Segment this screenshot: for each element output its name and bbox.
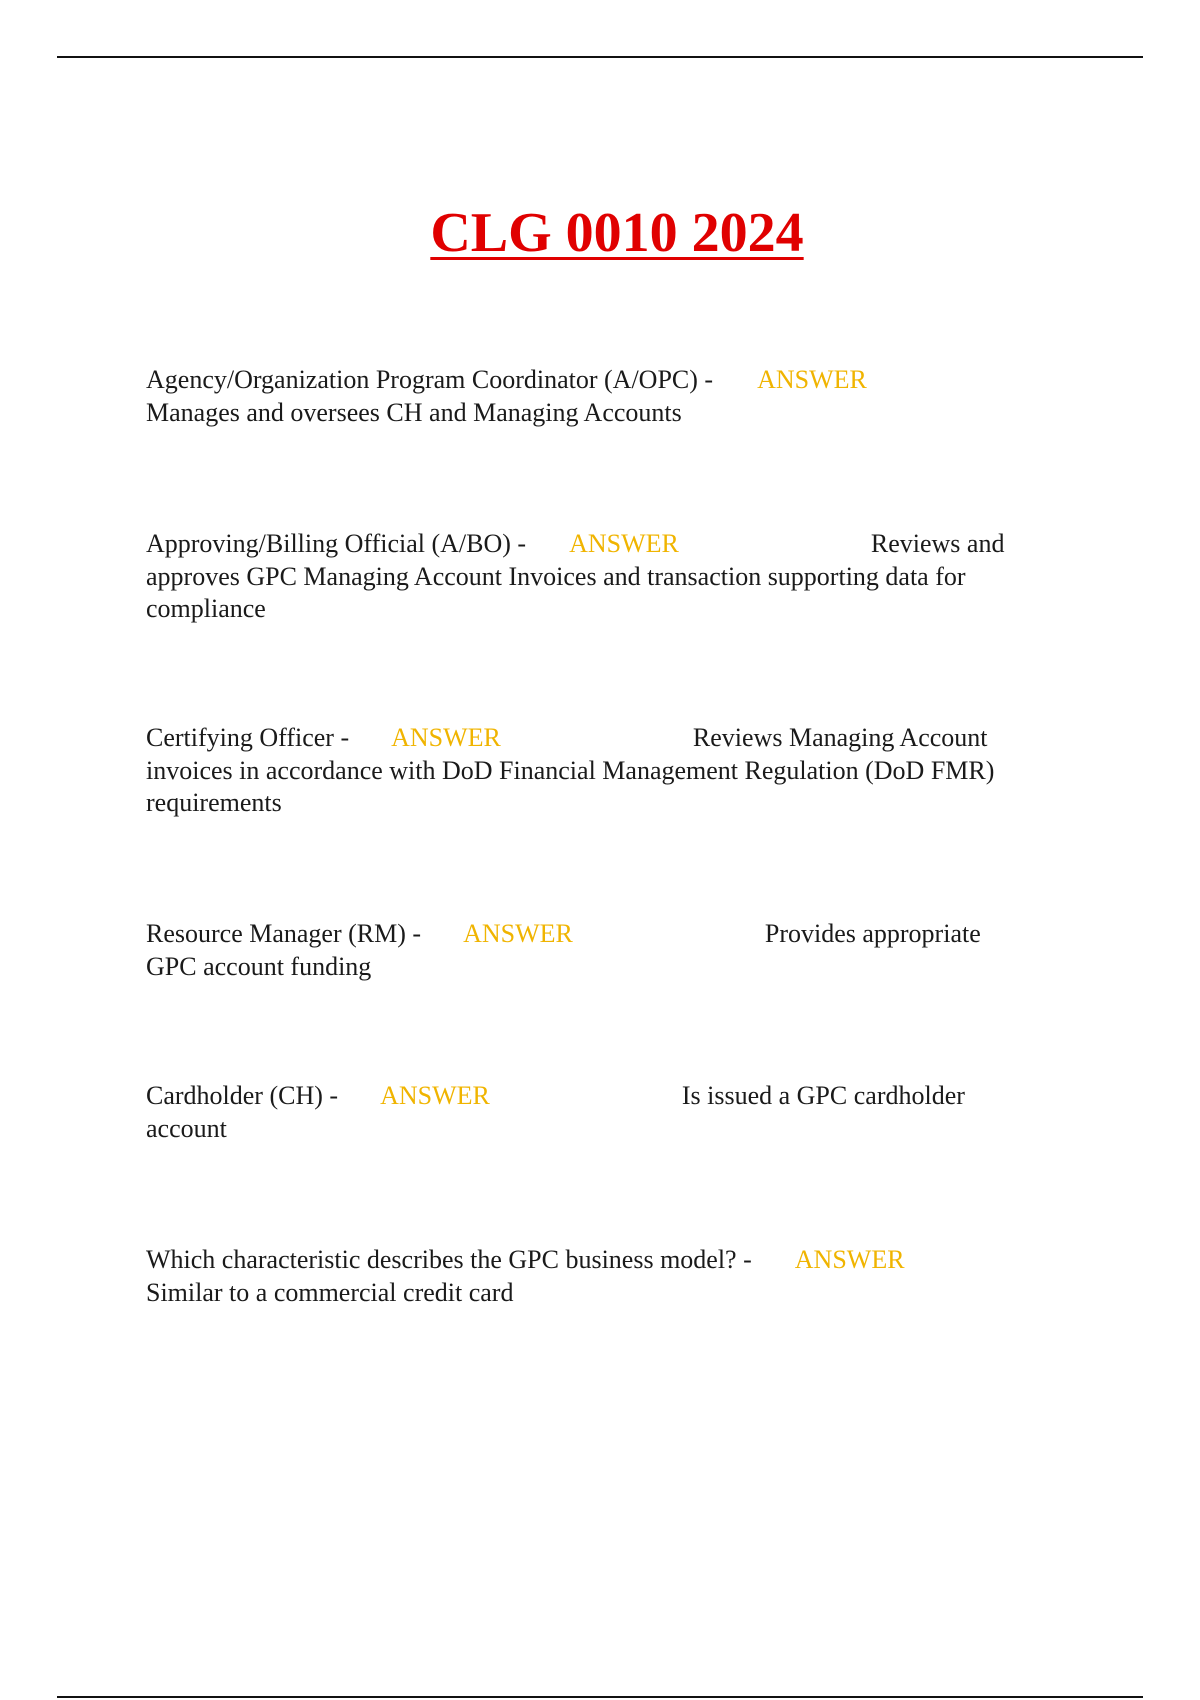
answer-label: ANSWER	[569, 529, 679, 558]
qa-item-6	[146, 1244, 1076, 1309]
answer-text-line-2: account	[146, 1113, 227, 1143]
answer-text-line-3: compliance	[146, 594, 266, 623]
answer-label: ANSWER	[380, 1081, 490, 1110]
qa-item-4	[146, 918, 1076, 983]
qa-item-3	[146, 722, 1076, 820]
answer-text: Similar to a commercial credit card	[146, 1277, 514, 1307]
answer-label: ANSWER	[463, 919, 573, 948]
qa-item-2	[146, 528, 1076, 626]
question-text: Resource Manager (RM) -	[146, 919, 422, 948]
answer-label: ANSWER	[391, 723, 501, 752]
qa-item-1	[146, 364, 1076, 429]
answer-text-line-2: approves GPC Managing Account Invoices and transaction supporting data for	[146, 561, 966, 591]
document-title: CLG 0010 2024	[430, 202, 804, 264]
question-text: Certifying Officer -	[146, 723, 350, 752]
question-text: Cardholder (CH) -	[146, 1081, 339, 1110]
question-text: Agency/Organization Program Coordinator (A/OPC) -	[146, 365, 714, 394]
answer-label: ANSWER	[794, 1245, 905, 1274]
answer-text-line-1: Reviews Managing Account	[692, 723, 988, 752]
answer-text-line-1: Reviews and	[870, 529, 1005, 558]
answer-label: ANSWER	[757, 365, 867, 394]
answer-text-line-2: GPC account funding	[146, 951, 372, 981]
header-rule	[57, 56, 1143, 58]
footer-rule	[57, 1696, 1143, 1698]
question-text: Approving/Billing Official (A/BO) -	[146, 529, 527, 558]
answer-text: Manages and oversees CH and Managing Accounts	[146, 397, 682, 427]
answer-text-line-2: invoices in accordance with DoD Financial Management Regulation (DoD FMR)	[146, 755, 995, 785]
answer-text-line-3: requirements	[146, 788, 282, 817]
question-text: Which characteristic describes the GPC business model? -	[146, 1245, 752, 1274]
answer-text-line-1: Provides appropriate	[764, 919, 981, 948]
qa-item-5	[146, 1080, 1076, 1145]
answer-text-line-1: Is issued a GPC cardholder	[681, 1081, 965, 1110]
